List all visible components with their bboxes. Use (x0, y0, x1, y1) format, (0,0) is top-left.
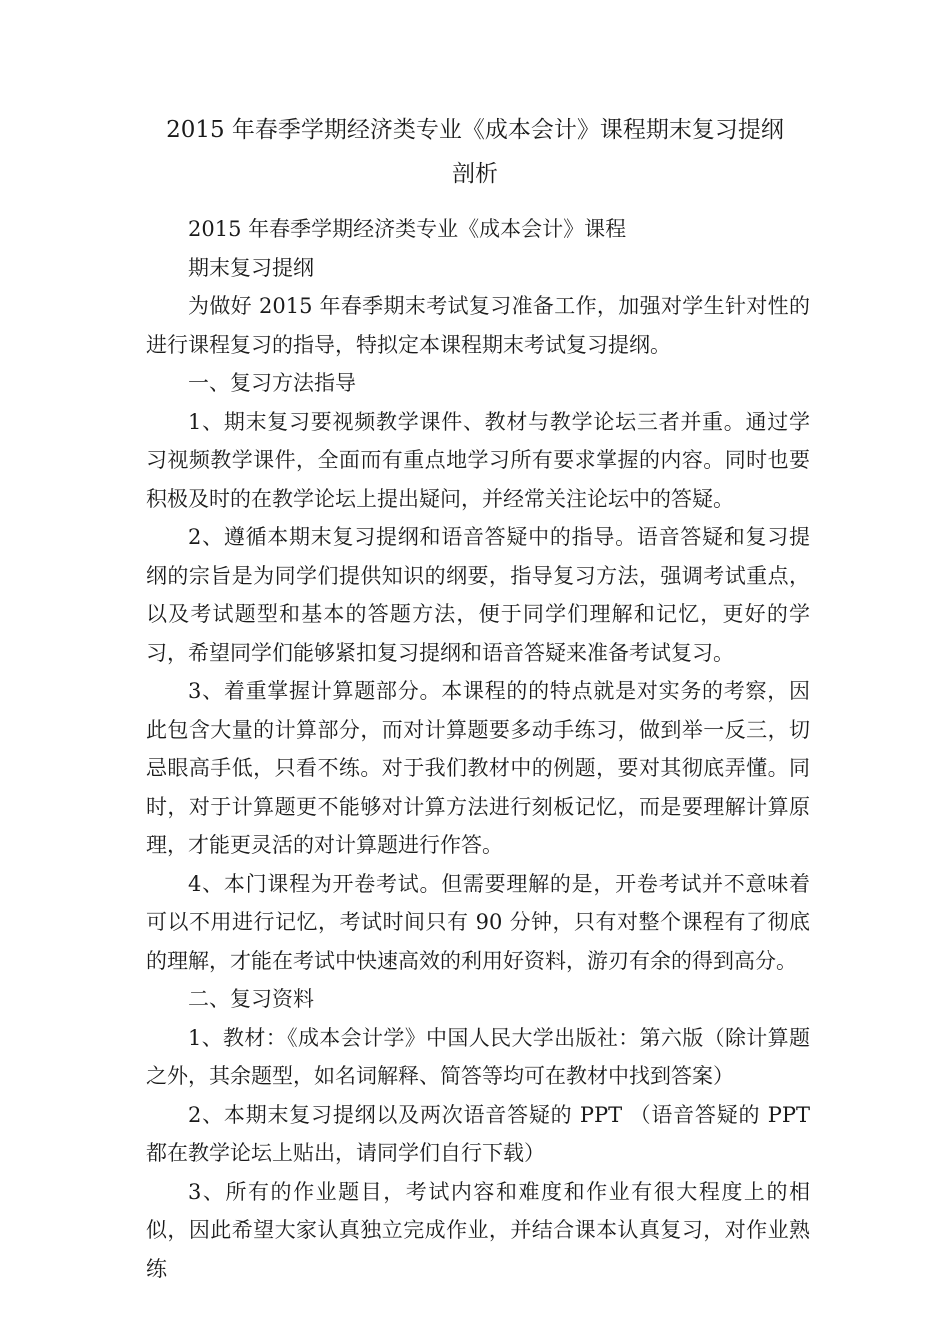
title-line-1: 2015 年春季学期经济类专业《成本会计》课程期末复习提纲 (166, 117, 784, 143)
paragraph-material-3: 3、所有的作业题目，考试内容和难度和作业有很大程度上的相似，因此希望大家认真独立完成作业，并结合课本认真复习，对作业熟练 (146, 1179, 810, 1281)
section-heading-methods: 一、复习方法指导 (188, 371, 356, 395)
paragraph-outline-heading: 期末复习提纲 (188, 255, 314, 280)
section-heading-materials: 二、复习资料 (188, 987, 314, 1011)
paragraph-method-3: 3、着重掌握计算题部分。本课程的的特点就是对实务的考察，因此包含大量的计算部分，而对计算题要多动手练习，做到举一反三，切忌眼高手低，只看不练。对于我们教材中的例题，要对其彻底弄懂。同时，对于计算题更不能够对计算方法进行刻板记忆，而是要理解计算原理，才能更灵活的对计算题进行作答。 (146, 679, 810, 857)
document-title (120, 108, 830, 196)
paragraph-intro: 为做好 2015 年春季期末考试复习准备工作，加强对学生针对性的进行课程复习的指导，特拟定本课程期末考试复习提纲。 (146, 294, 810, 357)
paragraph-material-2: 2、本期末复习提纲以及两次语音答疑的 PPT （语音答疑的 PPT 都在教学论坛上贴出，请同学们自行下载） (146, 1102, 810, 1165)
document-body (146, 210, 810, 1288)
paragraph-method-4: 4、本门课程为开卷考试。但需要理解的是，开卷考试并不意味着可以不用进行记忆，考试时间只有 90 分钟，只有对整个课程有了彻底的理解，才能在考试中快速高效的利用好资料，游刃有余的得到高分。 (146, 871, 810, 973)
paragraph-material-1: 1、教材：《成本会计学》中国人民大学出版社：第六版（除计算题之外，其余题型，如名词解释、简答等均可在教材中找到答案） (146, 1025, 810, 1088)
paragraph-method-1: 1、期末复习要视频教学课件、教材与教学论坛三者并重。通过学习视频教学课件，全面而有重点地学习所有要求掌握的内容。同时也要积极及时的在教学论坛上提出疑问，并经常关注论坛中的答疑。 (146, 409, 810, 511)
title-line-2: 剖析 (452, 161, 498, 187)
paragraph-method-2: 2、遵循本期末复习提纲和语音答疑中的指导。语音答疑和复习提纲的宗旨是为同学们提供知识的纲要，指导复习方法，强调考试重点，以及考试题型和基本的答题方法，便于同学们理解和记忆，更好的学习，希望同学们能够紧扣复习提纲和语音答疑来准备考试复习。 (146, 525, 810, 665)
paragraph-course-heading: 2015 年春季学期经济类专业《成本会计》课程 (188, 217, 627, 241)
